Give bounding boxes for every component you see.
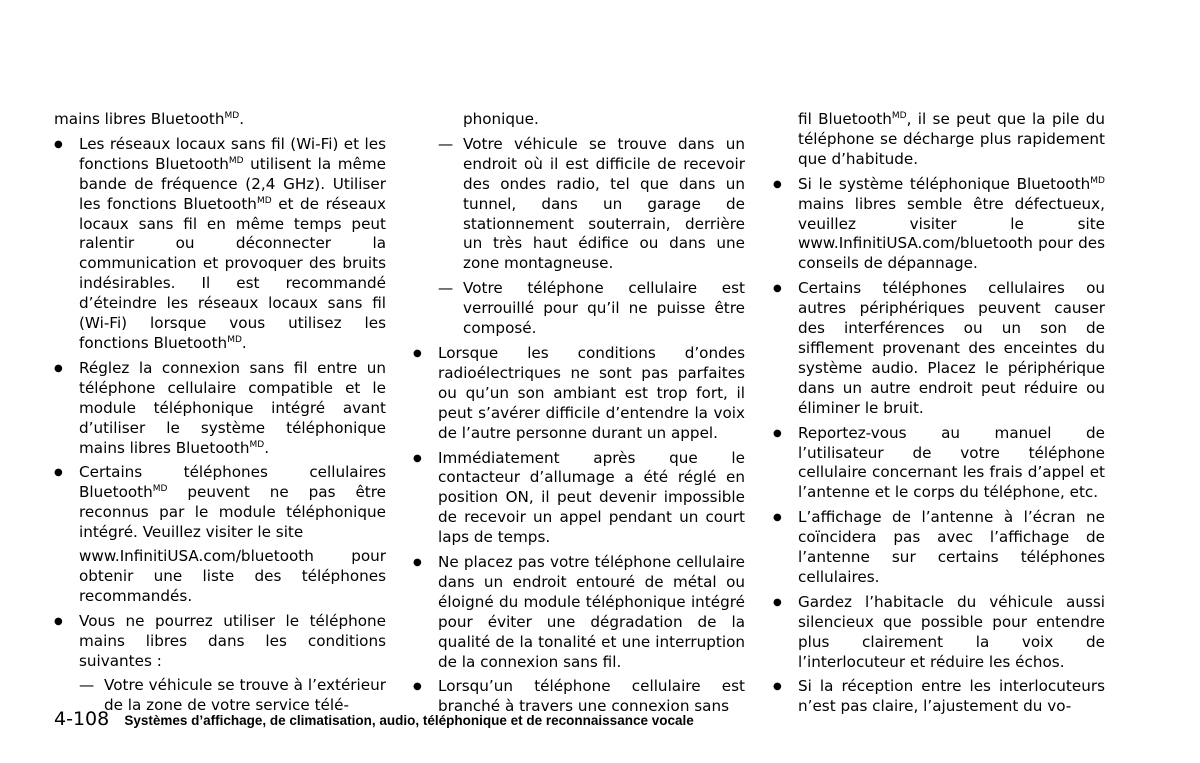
bullet-item: ● Certains téléphones cellulaires ou autres périphériques peuvent causer des interférences ou un son de sifflement provenant des enceintes du système audio. Placez le périphérique dans un autre endroit peut réduire ou éliminer le bruit.	[773, 279, 1105, 418]
column-right	[773, 110, 1105, 717]
continuation-paragraph: fil Bluetooth$^{MD}$, il se peut que la pile du téléphone se décharge plus rapidement que d’habitude.	[798, 110, 1105, 168]
bullet-item: ● Reportez-vous au manuel de l’utilisateur de votre téléphone cellulaire concernant les frais d’appel et l’antenne et le corps du téléphone, etc.	[773, 424, 1105, 504]
bullet-item: ● Réglez la connexion sans fil entre un téléphone cellulaire compatible et le module téléphonique intégré avant d’utiliser le système téléphonique mains libres Bluetooth$^{MD}$.	[54, 359, 386, 459]
page-number: 4-108	[54, 708, 110, 730]
bullet-item: ● Gardez l’habitacle du véhicule aussi silencieux que possible pour entendre plus clairement la voix de l’interlocuteur et réduire les échos.	[773, 593, 1105, 673]
continuation-paragraph: phonique.	[463, 110, 539, 128]
bullet-item: ● Ne placez pas votre téléphone cellulaire dans un endroit entouré de métal ou éloigné du module téléphonique intégré pour éviter une dégradation de la qualité de la tonalité et une interruption de la connexion sans fil.	[413, 553, 745, 672]
chapter-title: Systèmes d’affichage, de climatisation, audio, téléphonique et de reconnaissance vocale	[124, 713, 694, 728]
bullet-item: ● Immédiatement après que le contacteur d’allumage a été réglé en position ON, il peut devenir impossible de recevoir un appel pendant un court laps de temps.	[413, 449, 745, 549]
dash-item: — Votre véhicule se trouve à l’extérieur de la zone de votre service télé-	[54, 676, 386, 716]
bullet-item: ● Lorsqu’un téléphone cellulaire est branché à travers une connexion sans	[413, 677, 745, 717]
bullet-item: ● Si la réception entre les interlocuteurs n’est pas claire, l’ajustement du vo-	[773, 677, 1105, 717]
dash-item: — Votre téléphone cellulaire est verrouillé pour qu’il ne puisse être composé.	[413, 279, 745, 339]
bullet-continuation: www.InfinitiUSA.com/bluetooth pour obtenir une liste des téléphones recommandés.	[79, 547, 386, 605]
column-left	[54, 110, 386, 716]
continuation-paragraph: mains libres Bluetooth$^{MD}$.	[54, 110, 245, 128]
bullet-item: ● Certains téléphones cellulaires Bluetooth$^{MD}$ peuvent ne pas être reconnus par le module téléphonique intégré. Veuillez visiter le site	[54, 463, 386, 543]
bullet-item: ● Si le système téléphonique Bluetooth$^{MD}$ mains libres semble être défectueux, veuillez visiter le site www.InfinitiUSA.com/bluetooth pour des conseils de dépannage.	[773, 175, 1105, 275]
column-middle	[413, 110, 745, 717]
dash-item: — Votre véhicule se trouve dans un endroit où il est difficile de recevoir des ondes radio, tel que dans un tunnel, dans un garage de stationnement souterrain, derrière un très haut édifice ou dans une zone montagneuse.	[413, 135, 745, 274]
bullet-item: ● Les réseaux locaux sans fil (Wi-Fi) et les fonctions Bluetooth$^{MD}$ utilisent la même bande de fréquence (2,4 GHz). Utiliser les fonctions Bluetooth$^{MD}$ et de réseaux locaux sans fil en même temps peut ralentir ou déconnecter la communication et provoquer des bruits indésirables. Il est recommandé d’éteindre les réseaux locaux sans fil (Wi-Fi) lorsque vous utilisez les fonctions Bluetooth$^{MD}$.	[54, 135, 386, 354]
bullet-item: ● Vous ne pourrez utiliser le téléphone mains libres dans les conditions suivantes :	[54, 612, 386, 672]
bullet-item: ● L’affichage de l’antenne à l’écran ne coïncidera pas avec l’affichage de l’antenne sur certains téléphones cellulaires.	[773, 508, 1105, 588]
page-footer	[54, 708, 694, 730]
bullet-item: ● Lorsque les conditions d’ondes radioélectriques ne sont pas parfaites ou qu’un son ambiant est trop fort, il peut s’avérer difficile d’entendre la voix de l’autre personne durant un appel.	[413, 344, 745, 444]
